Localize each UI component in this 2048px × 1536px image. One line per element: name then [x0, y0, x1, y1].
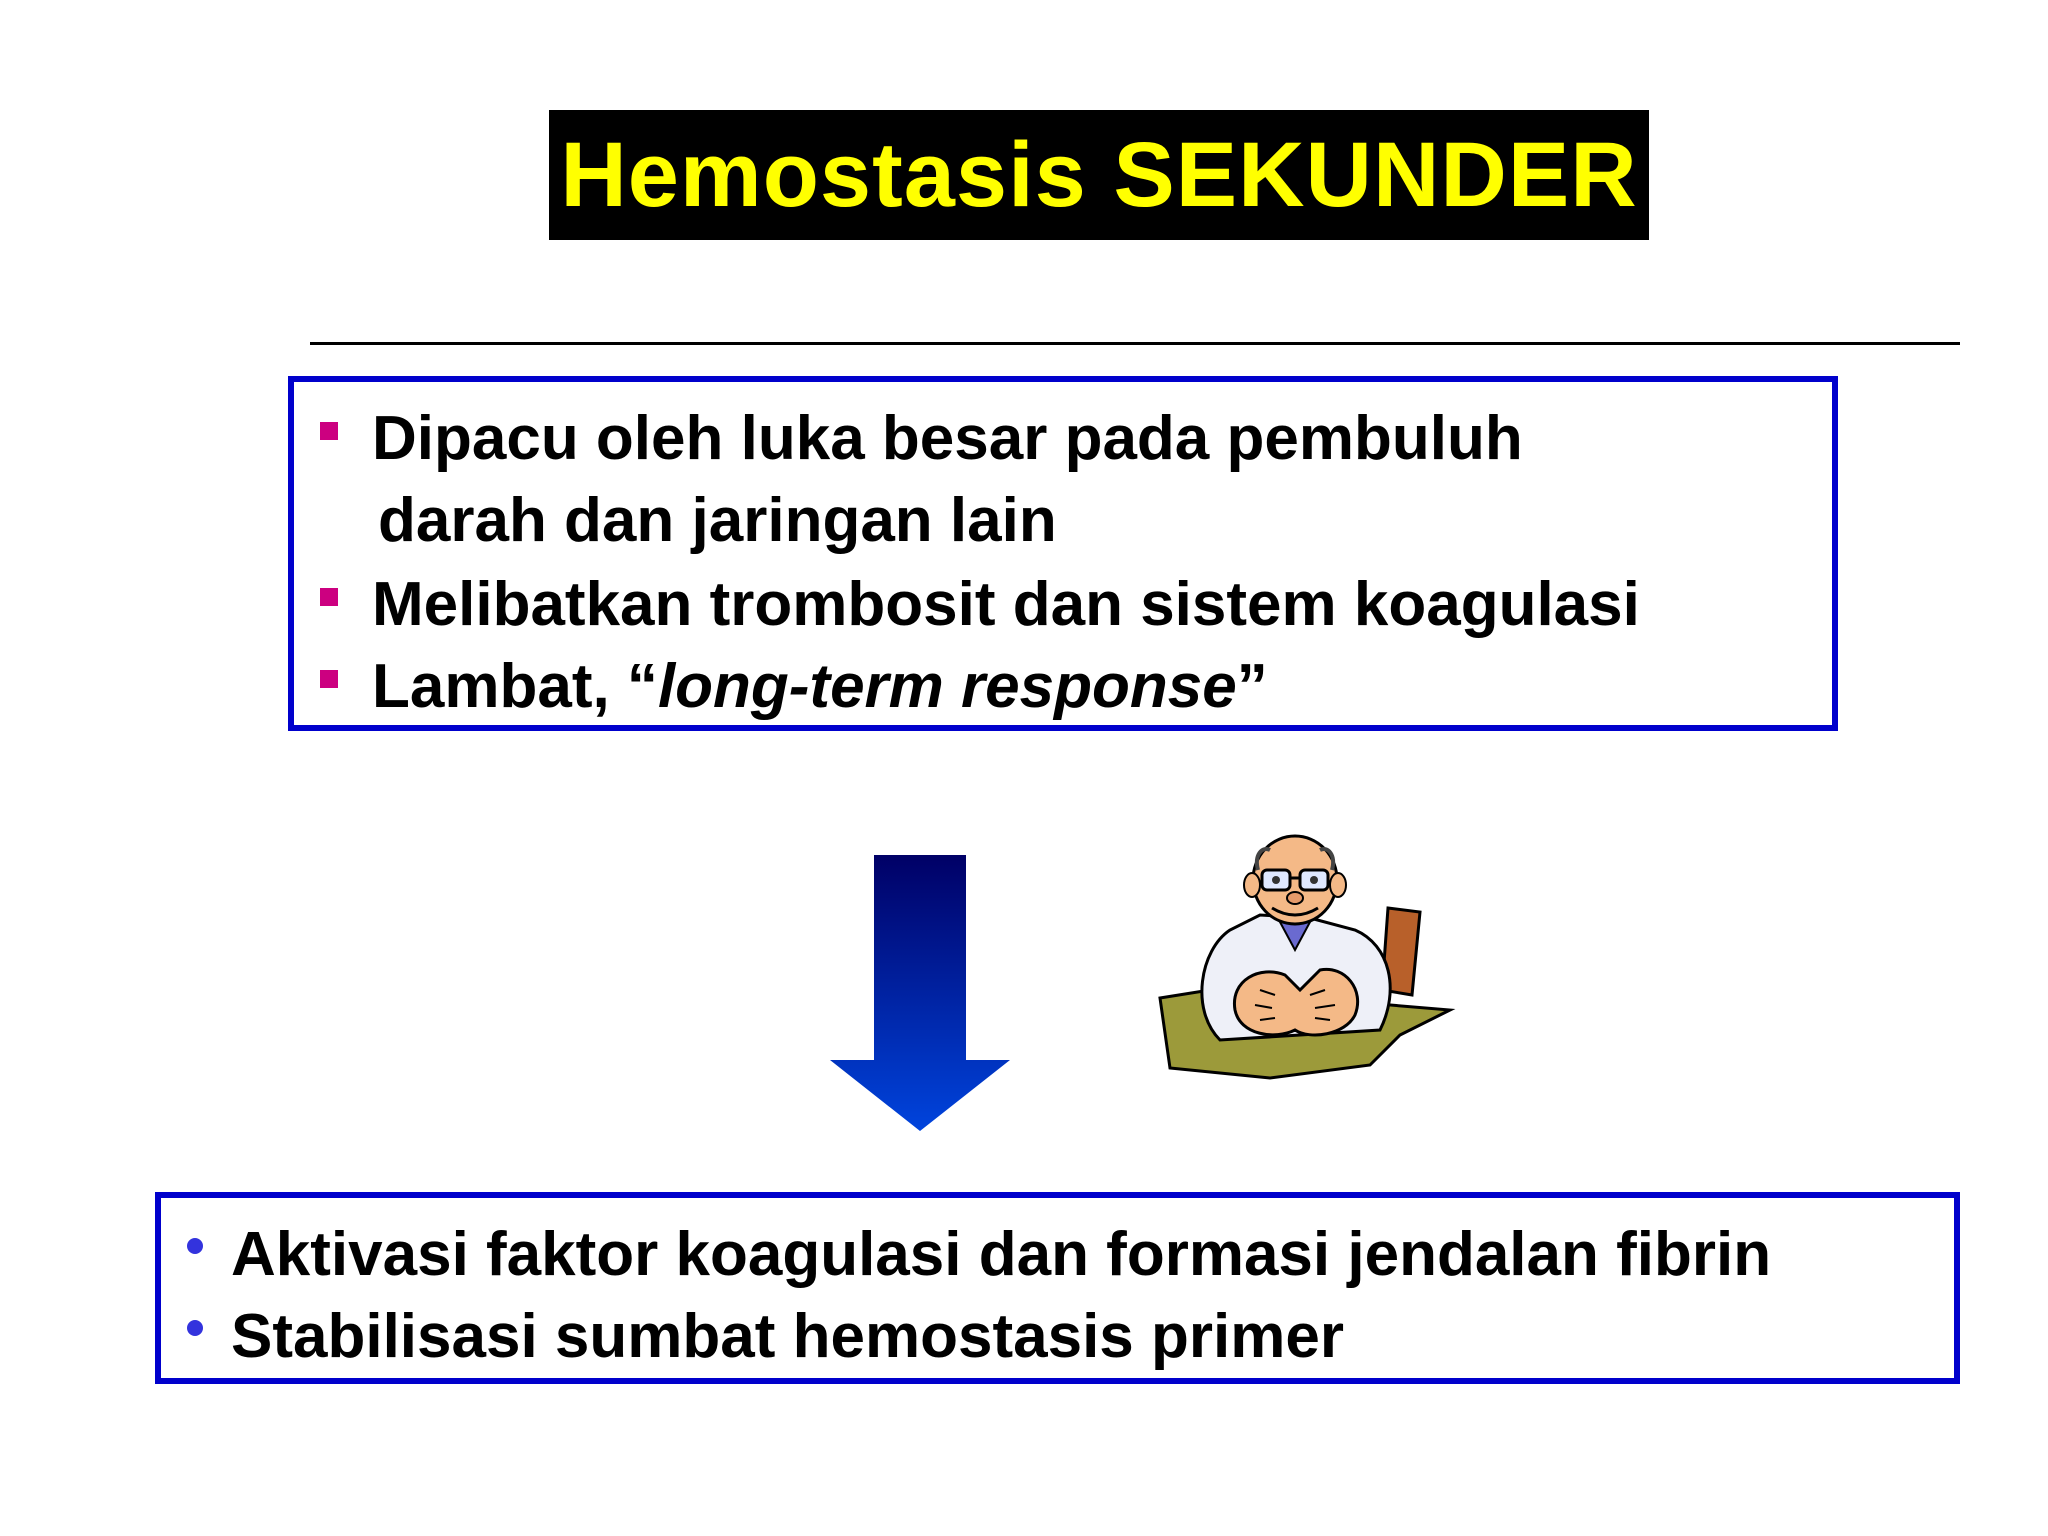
bullet-item-3-prefix: Lambat, “: [372, 652, 658, 721]
square-bullet-icon: [320, 670, 338, 688]
divider-line: [310, 342, 1960, 345]
bullet-item-3: [372, 652, 1268, 721]
bullet-item-2: Melibatkan trombosit dan sistem koagulasi: [372, 570, 1640, 639]
bullet-item-4: Aktivasi faktor koagulasi dan formasi jendalan fibrin: [231, 1220, 1772, 1289]
bullet-item-3-italic: long-term response: [657, 652, 1237, 721]
functions-box: [155, 1192, 1960, 1384]
bullet-item-1-line-1: Dipacu oleh luka besar pada pembuluh: [372, 404, 1523, 473]
title-banner: [549, 110, 1649, 240]
round-bullet-icon: [187, 1238, 203, 1254]
bullet-item-1-line-2: darah dan jaringan lain: [378, 486, 1057, 555]
square-bullet-icon: [320, 422, 338, 440]
round-bullet-icon: [187, 1320, 203, 1336]
bullet-item-5: Stabilisasi sumbat hemostasis primer: [231, 1302, 1344, 1371]
down-arrow-icon: [820, 855, 1020, 1145]
characteristics-box: [288, 376, 1838, 731]
bullet-item-3-suffix: ”: [1236, 652, 1268, 721]
doctor-at-desk-clipart: [1150, 830, 1480, 1090]
square-bullet-icon: [320, 588, 338, 606]
page-title: Hemostasis SEKUNDER: [560, 123, 1638, 226]
